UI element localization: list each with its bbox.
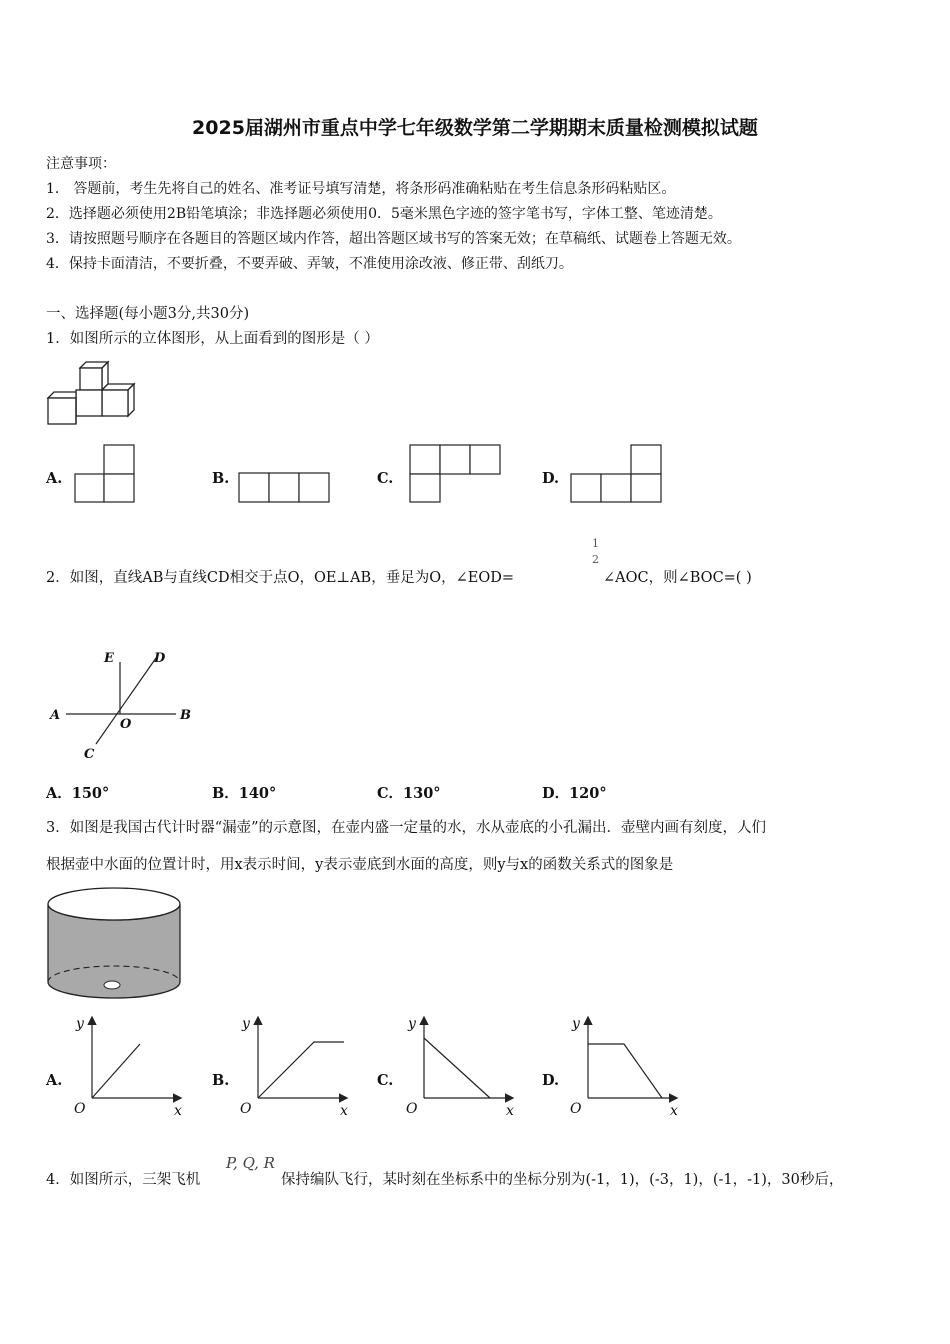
q3-graph-a: [72, 1014, 192, 1118]
label-b: B: [180, 708, 191, 723]
x-axis-label: x: [670, 1103, 678, 1119]
graph-c-line: [424, 1038, 490, 1098]
cube-stack-figure: [46, 358, 138, 428]
notice-heading: 注意事项：: [46, 156, 116, 172]
origin-label: O: [570, 1101, 582, 1117]
question-1-text: 1．如图所示的立体图形，从上面看到的图形是（ ）: [46, 331, 379, 347]
q2-option-d: D．120°: [542, 785, 607, 802]
q1-option-c-figure: [409, 444, 501, 504]
question-3-line-2: 根据壶中水面的位置计时，用x表示时间，y表示壶底到水面的高度，则y与x的函数关系式的图象是: [46, 857, 674, 873]
x-axis-label: x: [506, 1103, 514, 1119]
graph-b-line: [258, 1042, 344, 1098]
graph-d-line: [588, 1044, 662, 1098]
notice-item: 2．选择题必须使用2B铅笔填涂；非选择题必须使用0．5毫米黑色字迹的签字笔书写，字体工整、笔迹清楚。: [46, 206, 722, 222]
q1-option-d-label: D.: [542, 470, 560, 487]
y-axis-label: y: [76, 1016, 84, 1032]
y-axis-label: y: [572, 1016, 580, 1032]
q1-option-b-label: B.: [212, 470, 230, 487]
origin-label: O: [406, 1101, 418, 1117]
notice-item: 4．保持卡面清洁，不要折叠，不要弄破、弄皱，不准使用涂改液、修正带、刮纸刀。: [46, 256, 573, 272]
q3-graph-b: [238, 1014, 358, 1118]
q2-option-a: A．150°: [46, 785, 110, 802]
question-4-text-part2: 保持编队飞行，某时刻在坐标系中的坐标分别为(-1，1)，(-3，1)，(-1，-1)，30秒后，: [281, 1172, 844, 1188]
question-2-text-a: [46, 566, 514, 587]
label-c: C: [84, 747, 95, 762]
fraction-denominator: 2: [592, 553, 599, 566]
intersecting-lines-figure: [46, 648, 206, 760]
q3-option-b-label: B.: [212, 1072, 230, 1089]
notice-item: 3．请按照题号顺序在各题目的答题区域内作答，超出答题区域书写的答案无效；在草稿纸、试题卷上答题无效。: [46, 231, 741, 247]
q3-option-c-label: C.: [377, 1072, 394, 1089]
q1-option-b-figure: [238, 472, 330, 504]
q1-option-a-figure: [74, 444, 136, 504]
section-heading: 一、选择题(每小题3分,共30分): [46, 306, 250, 322]
question-4-variables: P, Q, R: [226, 1154, 275, 1172]
question-2-text-part1: 2．如图，直线AB与直线CD相交于点O，OE⊥AB，垂足为O，∠EOD=: [46, 570, 514, 586]
y-axis-label: y: [242, 1016, 250, 1032]
q1-option-d-figure: [570, 444, 662, 504]
label-d: D: [154, 651, 166, 666]
x-axis-label: x: [340, 1103, 348, 1119]
origin-label: O: [240, 1101, 252, 1117]
q2-option-c: C．130°: [377, 785, 441, 802]
q3-option-d-label: D.: [542, 1072, 560, 1089]
y-axis-label: y: [408, 1016, 416, 1032]
graph-a-line: [92, 1044, 140, 1098]
question-3-line-1: 3．如图是我国古代计时器“漏壶”的示意图，在壶内盛一定量的水，水从壶底的小孔漏出．壶壁内画有刻度，人们: [46, 820, 767, 836]
q3-graph-d: [568, 1014, 688, 1118]
notice-item: 1． 答题前，考生先将自己的姓名、准考证号填写清楚，将条形码准确粘贴在考生信息条形码粘贴区。: [46, 181, 676, 197]
label-e: E: [104, 651, 114, 666]
q2-option-b: B．140°: [212, 785, 277, 802]
water-clock-cylinder-figure: [46, 886, 182, 1002]
question-2-text-part2: ∠AOC，则∠BOC=( ): [603, 570, 752, 586]
x-axis-label: x: [174, 1103, 182, 1119]
q3-graph-c: [404, 1014, 524, 1118]
label-o: O: [120, 717, 132, 732]
question-4-text-part1: 4．如图所示，三架飞机: [46, 1172, 201, 1188]
q1-option-c-label: C.: [377, 470, 394, 487]
label-a: A: [50, 708, 61, 723]
fraction-numerator: 1: [592, 537, 599, 550]
q3-option-a-label: A.: [46, 1072, 63, 1089]
origin-label: O: [74, 1101, 86, 1117]
page-title: 2025届湖州市重点中学七年级数学第二学期期末质量检测模拟试题: [192, 117, 758, 139]
q1-option-a-label: A.: [46, 470, 63, 487]
